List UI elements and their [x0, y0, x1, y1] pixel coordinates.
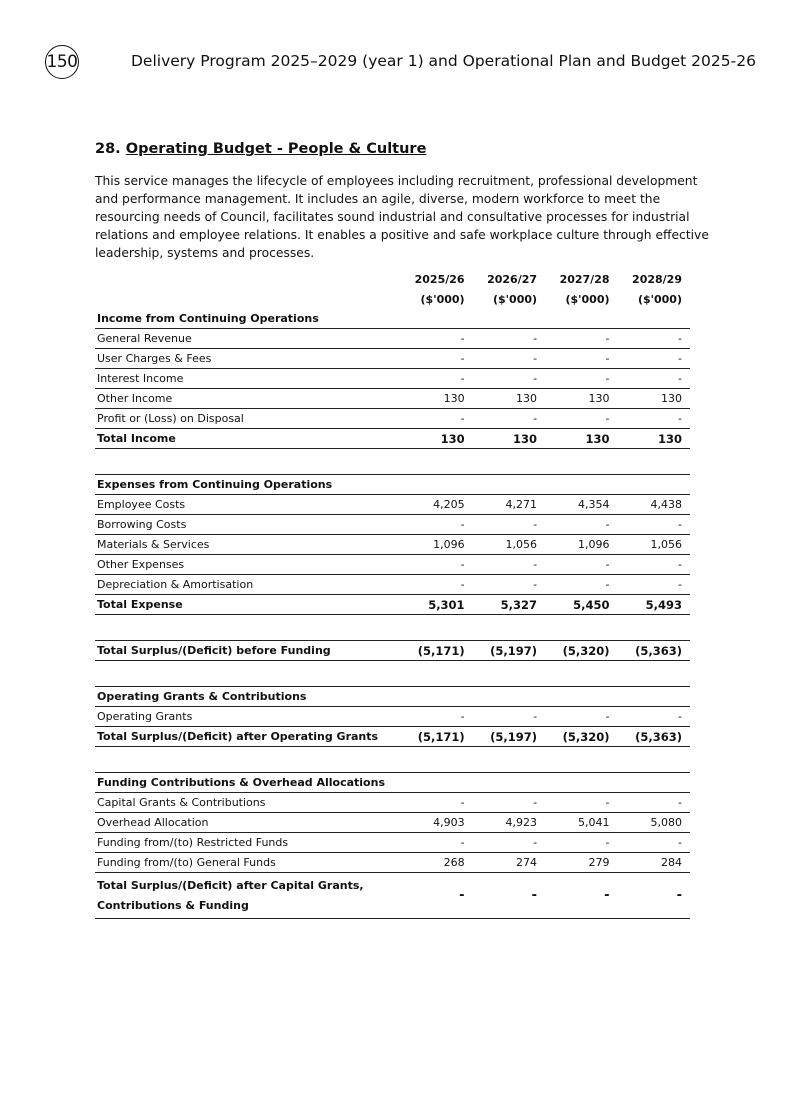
- unit-header: ($'000): [420, 292, 465, 306]
- value-cell: -: [400, 329, 472, 349]
- value-cell: -: [618, 555, 690, 575]
- value-cell: (5,171): [400, 641, 472, 661]
- spacer-row: [95, 615, 690, 641]
- value-cell: 1,096: [400, 535, 472, 555]
- funding-row: [95, 833, 690, 853]
- row-label: Depreciation & Amortisation: [95, 575, 400, 595]
- row-label: Materials & Services: [95, 535, 400, 555]
- value-cell: -: [473, 833, 545, 853]
- value-cell: -: [618, 369, 690, 389]
- value-cell: 284: [618, 853, 690, 873]
- intro-line: relations and employee relations. It enables a positive and safe workplace culture through effective: [95, 228, 709, 242]
- value-cell: (5,171): [400, 727, 472, 747]
- row-label: Total Surplus/(Deficit) before Funding: [95, 641, 400, 661]
- grant-row: [95, 707, 690, 727]
- income-row: [95, 389, 690, 409]
- value-cell: -: [473, 575, 545, 595]
- spacer-row: [95, 661, 690, 687]
- unit-header: ($'000): [493, 292, 538, 306]
- value-cell: -: [545, 329, 617, 349]
- value-cell: 130: [545, 389, 617, 409]
- value-cell: 4,354: [545, 495, 617, 515]
- funding-section-heading: [95, 773, 690, 793]
- value-cell: -: [473, 515, 545, 535]
- value-cell: -: [618, 793, 690, 813]
- intro-line: resourcing needs of Council, facilitates sound industrial and consultative processes for industrial: [95, 210, 690, 224]
- value-cell: -: [400, 873, 472, 919]
- row-label: Interest Income: [95, 369, 400, 389]
- row-label-line: Total Surplus/(Deficit) after Capital Grants,: [97, 878, 364, 892]
- spacer-row: [95, 449, 690, 475]
- value-cell: -: [473, 349, 545, 369]
- row-label: Capital Grants & Contributions: [95, 793, 400, 813]
- value-cell: -: [545, 833, 617, 853]
- expense-row: [95, 575, 690, 595]
- spacer-row: [95, 747, 690, 773]
- value-cell: 268: [400, 853, 472, 873]
- value-cell: (5,197): [473, 727, 545, 747]
- row-label: Employee Costs: [95, 495, 400, 515]
- value-cell: -: [545, 575, 617, 595]
- page-number: 150: [46, 52, 78, 72]
- value-cell: 279: [545, 853, 617, 873]
- value-cell: 1,096: [545, 535, 617, 555]
- row-label: [95, 873, 400, 919]
- expense-row: [95, 555, 690, 575]
- value-cell: 5,301: [400, 595, 472, 615]
- surplus-before-funding-row: [95, 641, 690, 661]
- value-cell: -: [400, 833, 472, 853]
- value-cell: -: [618, 707, 690, 727]
- row-label: Total Income: [95, 429, 400, 449]
- section-title: Operating Budget - People & Culture: [125, 141, 427, 157]
- surplus-after-grants-row: [95, 727, 690, 747]
- section-heading-cell: Expenses from Continuing Operations: [95, 475, 690, 495]
- value-cell: -: [618, 515, 690, 535]
- value-cell: 1,056: [473, 535, 545, 555]
- value-cell: -: [400, 369, 472, 389]
- value-cell: 5,450: [545, 595, 617, 615]
- section-heading-cell: Operating Grants & Contributions: [95, 687, 690, 707]
- budget-table-body: [95, 309, 690, 919]
- value-cell: 5,493: [618, 595, 690, 615]
- value-cell: -: [400, 793, 472, 813]
- value-cell: 130: [545, 429, 617, 449]
- value-cell: -: [473, 409, 545, 429]
- income-row: [95, 409, 690, 429]
- value-cell: -: [473, 873, 545, 919]
- value-cell: 5,041: [545, 813, 617, 833]
- value-cell: -: [473, 555, 545, 575]
- value-cell: (5,363): [618, 727, 690, 747]
- value-cell: (5,320): [545, 727, 617, 747]
- budget-table: [95, 270, 690, 919]
- intro-line: leadership, systems and processes.: [95, 246, 315, 260]
- value-cell: 4,923: [473, 813, 545, 833]
- year-header: 2025/26: [414, 273, 465, 287]
- funding-row: [95, 793, 690, 813]
- value-cell: -: [545, 349, 617, 369]
- value-cell: 130: [400, 389, 472, 409]
- income-row: [95, 369, 690, 389]
- row-label: General Revenue: [95, 329, 400, 349]
- section-intro: [95, 172, 709, 262]
- section-heading-cell: Income from Continuing Operations: [95, 309, 690, 329]
- value-cell: 130: [473, 389, 545, 409]
- value-cell: -: [400, 515, 472, 535]
- value-cell: -: [400, 575, 472, 595]
- value-cell: -: [473, 329, 545, 349]
- unit-header: ($'000): [637, 292, 682, 306]
- value-cell: 274: [473, 853, 545, 873]
- value-cell: -: [618, 873, 690, 919]
- total-expense-row: [95, 595, 690, 615]
- value-cell: -: [473, 369, 545, 389]
- value-cell: (5,197): [473, 641, 545, 661]
- year-header: 2027/28: [559, 273, 610, 287]
- intro-line: and performance management. It includes an agile, diverse, modern workforce to meet the: [95, 192, 661, 206]
- value-cell: 4,271: [473, 495, 545, 515]
- income-section-heading: [95, 309, 690, 329]
- value-cell: -: [545, 707, 617, 727]
- page-number-badge: [45, 45, 79, 79]
- value-cell: (5,320): [545, 641, 617, 661]
- value-cell: -: [545, 409, 617, 429]
- value-cell: 130: [618, 429, 690, 449]
- row-label: Total Expense: [95, 595, 400, 615]
- value-cell: 130: [618, 389, 690, 409]
- grants-section-heading: [95, 687, 690, 707]
- document-title: Delivery Program 2025–2029 (year 1) and Operational Plan and Budget 2025-26: [131, 52, 756, 70]
- year-header: 2028/29: [632, 273, 682, 287]
- value-cell: -: [618, 575, 690, 595]
- row-label: Borrowing Costs: [95, 515, 400, 535]
- funding-row: [95, 813, 690, 833]
- row-label: Profit or (Loss) on Disposal: [95, 409, 400, 429]
- income-row: [95, 329, 690, 349]
- row-label-line: Contributions & Funding: [97, 898, 249, 912]
- value-cell: -: [618, 329, 690, 349]
- value-cell: -: [400, 409, 472, 429]
- unit-header-row: [95, 290, 690, 310]
- expense-row: [95, 515, 690, 535]
- value-cell: -: [400, 349, 472, 369]
- income-row: [95, 349, 690, 369]
- row-label: Other Expenses: [95, 555, 400, 575]
- expenses-section-heading: [95, 475, 690, 495]
- value-cell: 4,205: [400, 495, 472, 515]
- year-header-row: [95, 270, 690, 290]
- value-cell: -: [545, 793, 617, 813]
- expense-row: [95, 495, 690, 515]
- unit-header: ($'000): [565, 292, 610, 306]
- value-cell: -: [618, 409, 690, 429]
- value-cell: 5,080: [618, 813, 690, 833]
- row-label: Overhead Allocation: [95, 813, 400, 833]
- value-cell: (5,363): [618, 641, 690, 661]
- value-cell: -: [400, 707, 472, 727]
- value-cell: -: [618, 833, 690, 853]
- total-income-row: [95, 429, 690, 449]
- row-label: Total Surplus/(Deficit) after Operating Grants: [95, 727, 400, 747]
- section-heading-cell: Funding Contributions & Overhead Allocations: [95, 773, 690, 793]
- value-cell: 5,327: [473, 595, 545, 615]
- value-cell: -: [545, 873, 617, 919]
- expense-row: [95, 535, 690, 555]
- value-cell: -: [545, 515, 617, 535]
- value-cell: -: [400, 555, 472, 575]
- value-cell: 4,903: [400, 813, 472, 833]
- section-number: 28.: [95, 141, 121, 157]
- row-label: Other Income: [95, 389, 400, 409]
- value-cell: -: [545, 555, 617, 575]
- row-label: Operating Grants: [95, 707, 400, 727]
- value-cell: 4,438: [618, 495, 690, 515]
- funding-row: [95, 853, 690, 873]
- final-total-row: [95, 873, 690, 919]
- value-cell: -: [473, 793, 545, 813]
- intro-line: This service manages the lifecycle of employees including recruitment, professional development: [95, 174, 698, 188]
- value-cell: -: [473, 707, 545, 727]
- row-label: Funding from/(to) General Funds: [95, 853, 400, 873]
- value-cell: 130: [400, 429, 472, 449]
- row-label: Funding from/(to) Restricted Funds: [95, 833, 400, 853]
- value-cell: 130: [473, 429, 545, 449]
- value-cell: -: [545, 369, 617, 389]
- value-cell: 1,056: [618, 535, 690, 555]
- value-cell: -: [618, 349, 690, 369]
- row-label: User Charges & Fees: [95, 349, 400, 369]
- section-heading: [95, 141, 426, 157]
- year-header: 2026/27: [487, 273, 538, 287]
